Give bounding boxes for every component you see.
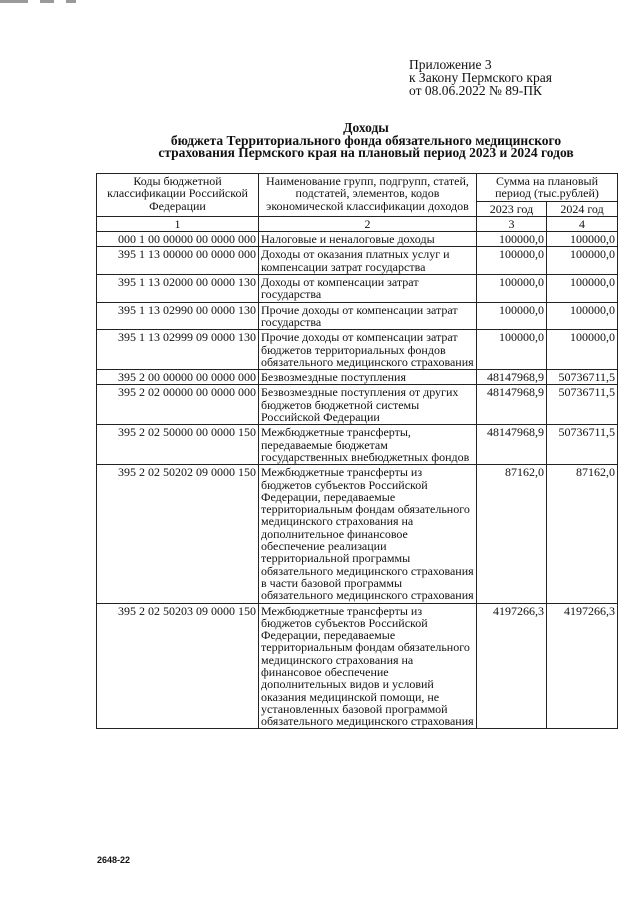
row-sum-2024: 50736711,5 <box>547 425 618 465</box>
header-year-2024: 2024 год <box>547 201 618 216</box>
row-name: Прочие доходы от компенсации затрат государства <box>259 302 477 330</box>
row-sum-2024: 100000,0 <box>547 275 618 303</box>
title-line-3: страхования Пермского края на плановый период 2023 и 2024 годов <box>158 145 574 160</box>
row-name: Налоговые и неналоговые доходы <box>259 232 477 247</box>
row-name: Межбюджетные трансферты, передаваемые бюджетам государственных внебюджетных фондов <box>259 425 477 465</box>
header-name: Наименование групп, подгрупп, статей, подстатей, элементов, кодов экономической классификации доходов <box>259 174 477 217</box>
row-sum-2023: 100000,0 <box>477 302 547 330</box>
scan-artifact <box>40 0 54 3</box>
row-code: 395 2 02 00000 00 0000 000 <box>97 385 259 425</box>
row-code: 395 1 13 02999 09 0000 130 <box>97 330 259 370</box>
table-row <box>97 302 618 330</box>
row-sum-2023: 100000,0 <box>477 275 547 303</box>
document-footer-code: 2648-22 <box>97 855 131 865</box>
row-sum-2023: 48147968,9 <box>477 425 547 465</box>
row-code: 395 1 13 00000 00 0000 000 <box>97 247 259 275</box>
scan-artifact <box>0 0 28 3</box>
row-code: 000 1 00 00000 00 0000 000 <box>97 232 259 247</box>
row-sum-2023: 100000,0 <box>477 232 547 247</box>
row-sum-2023: 87162,0 <box>477 465 547 603</box>
row-code: 395 2 00 00000 00 0000 000 <box>97 370 259 385</box>
row-sum-2024: 100000,0 <box>547 247 618 275</box>
row-sum-2024: 87162,0 <box>547 465 618 603</box>
column-number: 4 <box>547 216 618 231</box>
row-name: Безвозмездные поступления от других бюджетов бюджетной системы Российской Федерации <box>259 385 477 425</box>
row-sum-2023: 48147968,9 <box>477 370 547 385</box>
table-row <box>97 330 618 370</box>
header-codes: Коды бюджетной классификации Российской Федерации <box>97 174 259 217</box>
table-row <box>97 247 618 275</box>
table-row <box>97 370 618 385</box>
row-sum-2024: 4197266,3 <box>547 603 618 729</box>
row-code: 395 1 13 02990 00 0000 130 <box>97 302 259 330</box>
appendix-block <box>409 58 552 97</box>
row-sum-2023: 100000,0 <box>477 247 547 275</box>
row-sum-2024: 50736711,5 <box>547 385 618 425</box>
row-sum-2024: 100000,0 <box>547 330 618 370</box>
column-number: 1 <box>97 216 259 231</box>
row-name: Безвозмездные поступления <box>259 370 477 385</box>
scan-artifact <box>66 0 76 3</box>
row-sum-2023: 48147968,9 <box>477 385 547 425</box>
row-sum-2024: 50736711,5 <box>547 370 618 385</box>
title-line-1: Доходы <box>343 120 389 135</box>
row-sum-2023: 4197266,3 <box>477 603 547 729</box>
row-name: Доходы от оказания платных услуг и компенсации затрат государства <box>259 247 477 275</box>
column-number: 3 <box>477 216 547 231</box>
header-year-2023: 2023 год <box>477 201 547 216</box>
table-row <box>97 275 618 303</box>
table-row <box>97 385 618 425</box>
document-title <box>96 122 636 160</box>
row-sum-2023: 100000,0 <box>477 330 547 370</box>
row-code: 395 2 02 50202 09 0000 150 <box>97 465 259 603</box>
table-row <box>97 465 618 603</box>
title-line-2: бюджета Территориального фонда обязательного медицинского <box>170 132 562 148</box>
table-row <box>97 425 618 465</box>
row-sum-2024: 100000,0 <box>547 302 618 330</box>
row-name: Межбюджетные трансферты из бюджетов субъектов Российской Федерации, передаваемые территориальным фондам обязательного медицинского страхования на финансовое обеспечение дополнительных видов и условий оказания медицинской помощи, не установленных базовой программой обязательного медицинского страхования <box>259 603 477 729</box>
appendix-law: к Закону Пермского края <box>409 70 552 85</box>
table-header-row <box>97 174 618 202</box>
column-number: 2 <box>259 216 477 231</box>
row-code: 395 2 02 50000 00 0000 150 <box>97 425 259 465</box>
table-row <box>97 232 618 247</box>
row-name: Доходы от компенсации затрат государства <box>259 275 477 303</box>
row-name: Межбюджетные трансферты из бюджетов субъектов Российской Федерации, передаваемые территориальным фондам обязательного медицинского страхования на дополнительное финансовое обеспечение реализации территориальной программы обязательного медицинского страхования в части базовой программы обязательного медицинского страхования <box>259 465 477 603</box>
row-code: 395 1 13 02000 00 0000 130 <box>97 275 259 303</box>
row-name: Прочие доходы от компенсации затрат бюджетов территориальных фондов обязательного медицинского страхования <box>259 330 477 370</box>
revenue-table <box>96 173 618 729</box>
row-code: 395 2 02 50203 09 0000 150 <box>97 603 259 729</box>
appendix-date: от 08.06.2022 № 89-ПК <box>409 83 542 98</box>
column-number-row <box>97 216 618 231</box>
appendix-number: Приложение 3 <box>409 57 492 72</box>
row-sum-2024: 100000,0 <box>547 232 618 247</box>
table-row <box>97 603 618 729</box>
header-sum: Сумма на плановый период (тыс.рублей) <box>477 174 618 202</box>
